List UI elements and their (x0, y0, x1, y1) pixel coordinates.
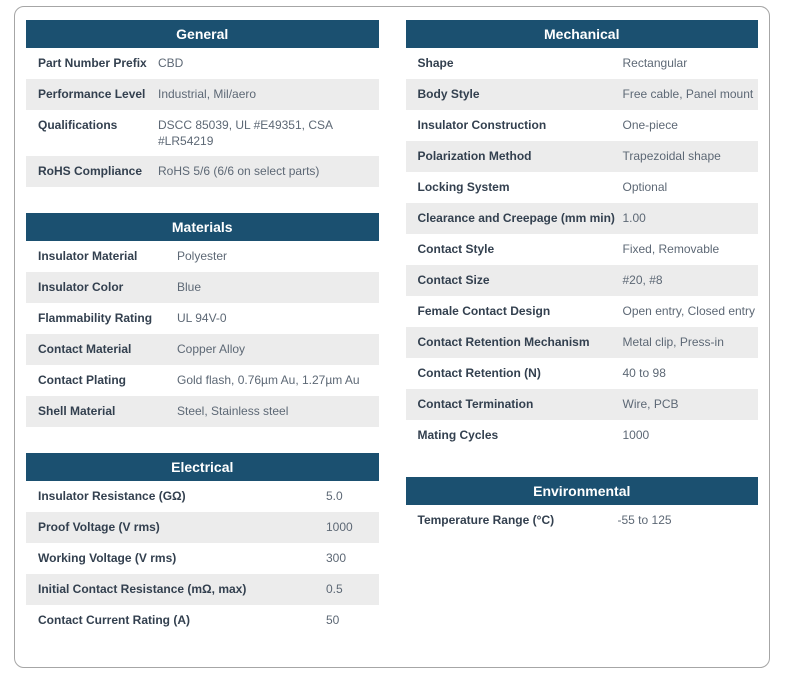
table-row (406, 296, 759, 327)
table-row (26, 396, 379, 427)
row-label: Locking System (417, 180, 510, 194)
row-label: Female Contact Design (417, 304, 551, 318)
row-label: Mating Cycles (417, 428, 499, 442)
row-label: Shape (417, 56, 454, 70)
row-value: UL 94V-0 (177, 311, 227, 326)
row-value: RoHS 5/6 (6/6 on select parts) (158, 164, 320, 179)
row-label: Proof Voltage (V rms) (38, 520, 160, 535)
table-row (406, 79, 759, 110)
row-value: Metal clip, Press-in (622, 335, 724, 349)
row-label: RoHS Compliance (38, 164, 143, 179)
table-title: General (26, 20, 379, 48)
table-title: Electrical (26, 453, 379, 481)
table-row (406, 265, 759, 296)
row-label: Performance Level (38, 87, 146, 101)
row-label: Insulator Color (38, 280, 124, 295)
table-row (26, 110, 379, 156)
row-value: 300 (326, 551, 347, 566)
row-value: 1000 (622, 428, 650, 442)
row-value: Industrial, Mil/aero (158, 87, 257, 101)
table-row (406, 389, 759, 420)
row-label: Contact Retention (N) (417, 366, 541, 380)
row-label: Contact Retention Mechanism (417, 335, 590, 349)
table-row (26, 365, 379, 396)
table-row (26, 303, 379, 334)
row-label: Flammability Rating (38, 311, 153, 326)
row-value: Fixed, Removable (622, 242, 720, 256)
row-value: CBD (158, 56, 184, 70)
table-row (406, 234, 759, 265)
row-label: Contact Current Rating (A) (38, 613, 190, 628)
row-label: Contact Size (417, 273, 490, 287)
table-row (406, 141, 759, 172)
row-value: Blue (177, 280, 202, 295)
table-row (406, 48, 759, 79)
table-row (26, 48, 379, 79)
spec-table-environmental (406, 477, 759, 536)
table-row (26, 481, 379, 512)
row-label: Initial Contact Resistance (mΩ, max) (38, 582, 247, 597)
row-value: Rectangular (622, 56, 688, 70)
table-row (406, 203, 759, 234)
table-row (26, 156, 379, 187)
row-label: Contact Material (38, 342, 132, 357)
row-value: Polyester (177, 249, 228, 264)
row-value: Open entry, Closed entry (622, 304, 756, 318)
spec-card (14, 6, 770, 668)
row-label: Insulator Construction (417, 118, 547, 132)
row-label: Part Number Prefix (38, 56, 147, 70)
row-value: 5.0 (326, 489, 343, 504)
row-value: #20, #8 (622, 273, 663, 287)
row-value: One-piece (622, 118, 678, 132)
table-row (26, 79, 379, 110)
spec-table-electrical (26, 453, 379, 636)
table-row (406, 327, 759, 358)
row-value: Copper Alloy (177, 342, 246, 357)
table-row (26, 543, 379, 574)
table-row (406, 110, 759, 141)
row-value: Wire, PCB (622, 397, 679, 411)
spec-table-materials (26, 213, 379, 427)
table-row (26, 272, 379, 303)
table-title: Environmental (406, 477, 759, 505)
spec-table-mechanical (406, 20, 759, 451)
row-value: DSCC 85039, UL #E49351, CSA #LR54219 (158, 118, 333, 149)
row-value: Trapezoidal shape (622, 149, 721, 163)
row-label: Body Style (417, 87, 480, 101)
table-row (26, 241, 379, 272)
table-row (26, 334, 379, 365)
row-value: 50 (326, 613, 340, 628)
row-value: 40 to 98 (622, 366, 666, 380)
row-label: Clearance and Creepage (mm min) (417, 211, 615, 225)
row-label: Polarization Method (417, 149, 532, 163)
row-label: Temperature Range (°C) (417, 513, 555, 527)
table-row (406, 172, 759, 203)
row-label: Working Voltage (V rms) (38, 551, 177, 566)
table-title: Materials (26, 213, 379, 241)
row-value: Steel, Stainless steel (177, 404, 289, 419)
row-value: Optional (622, 180, 668, 194)
table-row (26, 605, 379, 636)
row-value: Free cable, Panel mount (622, 87, 754, 101)
row-label: Contact Termination (417, 397, 534, 411)
table-row (26, 574, 379, 605)
row-label: Insulator Resistance (GΩ) (38, 489, 186, 504)
table-row (406, 420, 759, 451)
table-row (406, 505, 759, 536)
row-value: 1000 (326, 520, 353, 535)
row-label: Qualifications (38, 118, 118, 132)
table-row (406, 358, 759, 389)
row-label: Contact Style (417, 242, 495, 256)
row-label: Contact Plating (38, 373, 127, 388)
row-label: Shell Material (38, 404, 116, 419)
table-title: Mechanical (406, 20, 759, 48)
spec-table-general (26, 20, 379, 187)
row-label: Insulator Material (38, 249, 138, 264)
left-column (26, 20, 379, 636)
row-value: 1.00 (622, 211, 646, 225)
row-value: Gold flash, 0.76µm Au, 1.27µm Au (177, 373, 360, 388)
row-value: 0.5 (326, 582, 343, 597)
table-row (26, 512, 379, 543)
row-value: -55 to 125 (617, 513, 672, 527)
right-column (406, 20, 759, 536)
